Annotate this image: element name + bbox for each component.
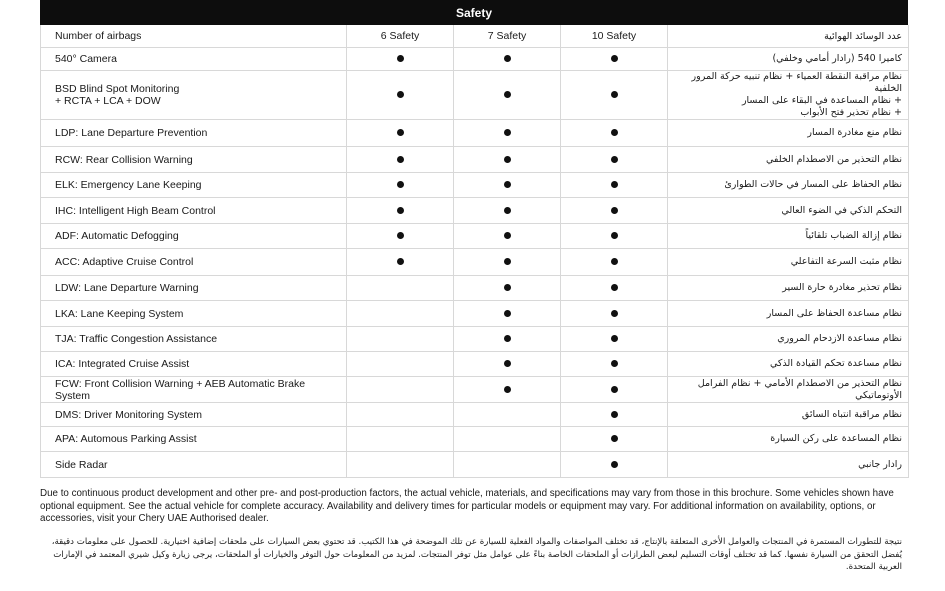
feature-name-en: ADF: Automatic Defogging (41, 224, 347, 249)
table-row (41, 120, 909, 147)
header-variant-6: 6 Safety (347, 25, 454, 48)
included-dot-icon (611, 55, 618, 62)
availability-cell (347, 352, 454, 377)
included-dot-icon (611, 156, 618, 163)
feature-name-ar: نظام مساعدة الازدحام المروري (668, 327, 909, 352)
header-variant-10: 10 Safety (561, 25, 668, 48)
table-row (41, 427, 909, 452)
availability-cell (561, 224, 668, 249)
included-dot-icon (504, 156, 511, 163)
availability-cell (347, 198, 454, 224)
feature-name-en: TJA: Traffic Congestion Assistance (41, 327, 347, 352)
table-row (41, 173, 909, 198)
availability-cell (454, 71, 561, 120)
table-row (41, 301, 909, 327)
feature-name-ar: نظام التحذير من الاصطدام الأمامي + نظام الفرامل الأوتوماتيكي (668, 377, 909, 403)
header-label-en: Number of airbags (41, 25, 347, 48)
availability-cell (347, 48, 454, 71)
included-dot-icon (611, 435, 618, 442)
included-dot-icon (504, 335, 511, 342)
included-dot-icon (611, 411, 618, 418)
availability-cell (454, 377, 561, 403)
availability-cell (454, 276, 561, 301)
feature-name-ar: رادار جانبي (668, 452, 909, 478)
included-dot-icon (504, 310, 511, 317)
availability-cell (454, 198, 561, 224)
included-dot-icon (397, 258, 404, 265)
table-row (41, 352, 909, 377)
included-dot-icon (611, 207, 618, 214)
feature-name-ar: نظام مثبت السرعة التفاعلي (668, 249, 909, 276)
availability-cell (561, 198, 668, 224)
feature-name-ar: نظام مراقبة النقطة العمياء + نظام تنبيه حركة المرور الخلفية + نظام المساعدة في البقاء على المسار + نظام تحذير فتح الأبواب (668, 71, 909, 120)
availability-cell (347, 427, 454, 452)
availability-cell (561, 147, 668, 173)
included-dot-icon (504, 258, 511, 265)
availability-cell (347, 403, 454, 427)
table-row (41, 377, 909, 403)
feature-name-en: IHC: Intelligent High Beam Control (41, 198, 347, 224)
availability-cell (561, 452, 668, 478)
spec-table-body (41, 25, 909, 478)
included-dot-icon (397, 232, 404, 239)
availability-cell (454, 403, 561, 427)
included-dot-icon (611, 258, 618, 265)
feature-name-en: ACC: Adaptive Cruise Control (41, 249, 347, 276)
availability-cell (561, 71, 668, 120)
availability-cell (561, 377, 668, 403)
availability-cell (347, 224, 454, 249)
feature-name-ar: نظام منع مغادرة المسار (668, 120, 909, 147)
feature-name-ar: نظام إزالة الضباب تلقائياً (668, 224, 909, 249)
included-dot-icon (397, 207, 404, 214)
availability-cell (561, 120, 668, 147)
feature-name-en: RCW: Rear Collision Warning (41, 147, 347, 173)
table-row (41, 48, 909, 71)
included-dot-icon (504, 181, 511, 188)
included-dot-icon (611, 232, 618, 239)
availability-cell (454, 327, 561, 352)
table-row (41, 403, 909, 427)
availability-cell (561, 249, 668, 276)
feature-name-ar: نظام المساعدة على ركن السيارة (668, 427, 909, 452)
availability-cell (347, 173, 454, 198)
availability-cell (347, 327, 454, 352)
availability-cell (347, 301, 454, 327)
availability-cell (561, 48, 668, 71)
availability-cell (347, 120, 454, 147)
table-header-row (41, 25, 909, 48)
availability-cell (561, 276, 668, 301)
feature-name-en: 540° Camera (41, 48, 347, 71)
availability-cell (347, 276, 454, 301)
availability-cell (454, 48, 561, 71)
table-row (41, 224, 909, 249)
included-dot-icon (611, 360, 618, 367)
availability-cell (561, 403, 668, 427)
availability-cell (347, 249, 454, 276)
included-dot-icon (397, 55, 404, 62)
availability-cell (454, 427, 561, 452)
availability-cell (454, 301, 561, 327)
feature-name-en: LDP: Lane Departure Prevention (41, 120, 347, 147)
feature-name-ar: التحكم الذكي في الضوء العالي (668, 198, 909, 224)
table-row (41, 71, 909, 120)
feature-name-ar: نظام الحفاظ على المسار في حالات الطوارئ (668, 173, 909, 198)
included-dot-icon (611, 91, 618, 98)
feature-name-en: DMS: Driver Monitoring System (41, 403, 347, 427)
disclaimer-english: Due to continuous product development and other pre- and post-production factors, the actual vehicle, materials, and specifications may vary from those in this brochure. Some vehicles shown have optional equipment. See the actual vehicle for complete accuracy. Availability and delivery times for particular models or equipment may vary. For additional information on availability, options, or accessories, visit your Chery UAE Authorised dealer. (40, 488, 894, 524)
feature-name-en: Side Radar (41, 452, 347, 478)
feature-name-ar: نظام مساعدة الحفاظ على المسار (668, 301, 909, 327)
availability-cell (347, 147, 454, 173)
included-dot-icon (504, 232, 511, 239)
feature-name-ar: نظام التحذير من الاصطدام الخلفي (668, 147, 909, 173)
table-row (41, 327, 909, 352)
safety-spec-table (40, 25, 909, 478)
availability-cell (561, 173, 668, 198)
availability-cell (454, 249, 561, 276)
feature-name-ar: كاميرا 540 (رادار أمامي وخلفي) (668, 48, 909, 71)
availability-cell (561, 327, 668, 352)
included-dot-icon (611, 461, 618, 468)
availability-cell (561, 427, 668, 452)
feature-name-en: LDW: Lane Departure Warning (41, 276, 347, 301)
availability-cell (347, 452, 454, 478)
availability-cell (347, 377, 454, 403)
feature-name-en: BSD Blind Spot Monitoring + RCTA + LCA + DOW (41, 71, 347, 120)
availability-cell (561, 301, 668, 327)
included-dot-icon (611, 284, 618, 291)
table-row (41, 147, 909, 173)
disclaimer-arabic: نتيجة للتطورات المستمرة في المنتجات والعوامل الأخرى المتعلقة بالإنتاج، قد تختلف المواصفات والمواد الفعلية للسيارة عن تلك الموضحة في هذا الكتيب. قد تحتوي بعض السيارات على ملحقات إضافية اختيارية. للحصول على معلومات دقيقة، يُفضل التحقق من السيارة نفسها. كما قد تختلف أوقات التسليم لبعض الطرازات أو الملحقات الخاصة بناءً على عوامل مثل توفر المنتجات. لمزيد من المعلومات حول التوفر والخيارات أو الملحقات، يرجى زيارة وكيل شيري المعتمد في الإمارات العربية المتحدة. (51, 537, 902, 572)
availability-cell (454, 147, 561, 173)
feature-name-en: APA: Automous Parking Assist (41, 427, 347, 452)
availability-cell (454, 452, 561, 478)
included-dot-icon (611, 181, 618, 188)
included-dot-icon (504, 55, 511, 62)
feature-name-en: FCW: Front Collision Warning + AEB Automatic Brake System (41, 377, 347, 403)
included-dot-icon (611, 129, 618, 136)
feature-name-ar: نظام مساعدة تحكم القيادة الذكي (668, 352, 909, 377)
availability-cell (454, 120, 561, 147)
availability-cell (454, 224, 561, 249)
feature-name-en: ICA: Integrated Cruise Assist (41, 352, 347, 377)
table-row (41, 198, 909, 224)
included-dot-icon (397, 156, 404, 163)
table-row (41, 249, 909, 276)
availability-cell (561, 352, 668, 377)
included-dot-icon (397, 129, 404, 136)
included-dot-icon (504, 207, 511, 214)
included-dot-icon (504, 284, 511, 291)
feature-name-en: ELK: Emergency Lane Keeping (41, 173, 347, 198)
availability-cell (454, 173, 561, 198)
included-dot-icon (397, 91, 404, 98)
section-banner: Safety (40, 0, 908, 25)
included-dot-icon (504, 91, 511, 98)
feature-name-en: LKA: Lane Keeping System (41, 301, 347, 327)
feature-name-ar: نظام تحذير مغادرة حارة السير (668, 276, 909, 301)
header-variant-7: 7 Safety (454, 25, 561, 48)
availability-cell (347, 71, 454, 120)
availability-cell (454, 352, 561, 377)
table-row (41, 452, 909, 478)
included-dot-icon (397, 181, 404, 188)
included-dot-icon (611, 335, 618, 342)
table-row (41, 276, 909, 301)
feature-name-ar: نظام مراقبة انتباه السائق (668, 403, 909, 427)
included-dot-icon (611, 386, 618, 393)
included-dot-icon (504, 360, 511, 367)
included-dot-icon (504, 386, 511, 393)
header-label-ar: عدد الوسائد الهوائية (668, 25, 909, 48)
included-dot-icon (611, 310, 618, 317)
included-dot-icon (504, 129, 511, 136)
